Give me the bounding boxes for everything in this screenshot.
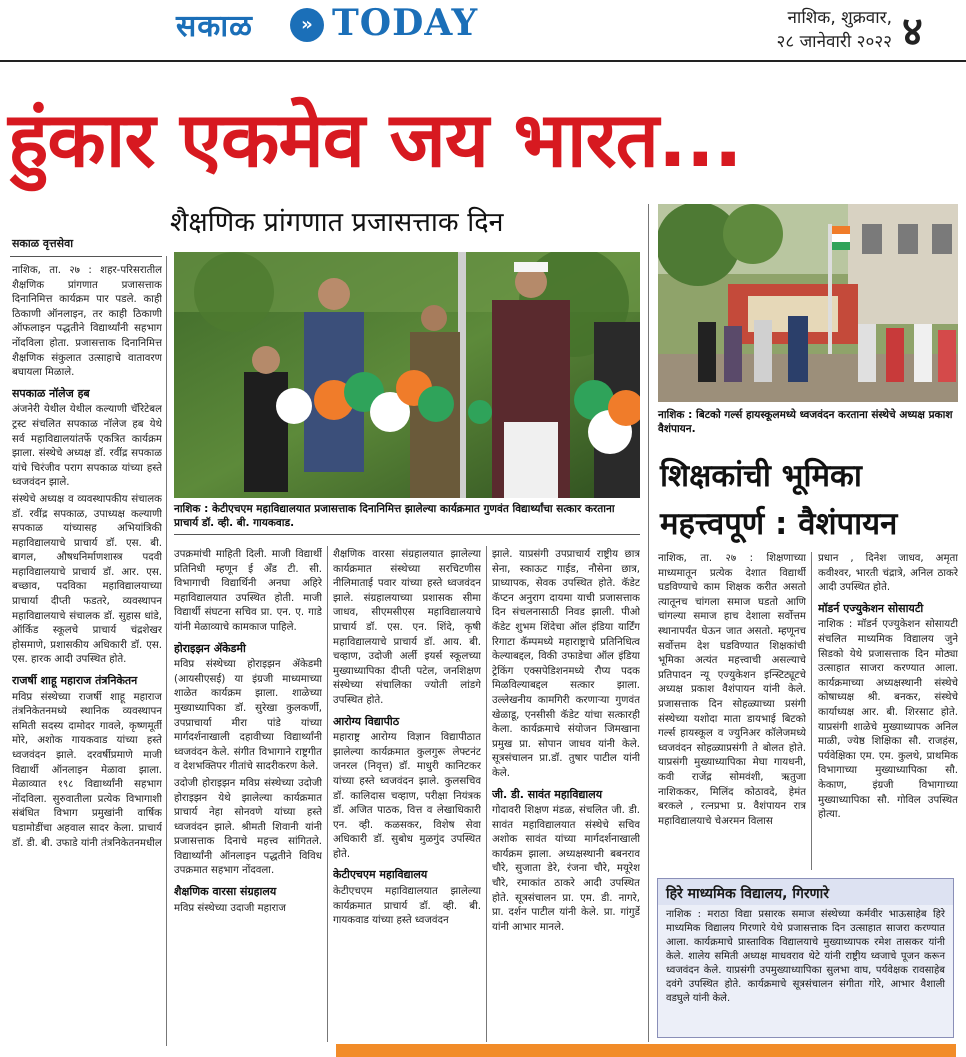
boxed-story <box>657 878 954 1038</box>
paragraph: महाराष्ट्र आरोग्य विज्ञान विद्यापीठात झालेल्या कार्यक्रमात कुलगुरू लेफ्टनंट जनरल (निवृत्त) डॉ. माधुरी कानिटकर यांच्या हस्ते ध्वजवंदन झाले. कुलसचिव डॉ. कालिदास चव्हाण, परीक्षा नियंत्रक डॉ. अजित पाठक, वित्त व लेखाधिकारी एन. व्ही. कळसकर, विशेष सेवा अधिकारी डॉ. सुबोध मुळगुंद उपस्थित होते. <box>333 732 481 860</box>
boxed-story-title: हिरे माध्यमिक विद्यालय, गिरणारे <box>658 879 953 905</box>
column-divider <box>327 546 328 1042</box>
date-line-1: नाशिक, शुक्रवार, <box>787 8 892 28</box>
boxed-story-body: नाशिक : मराठा विद्या प्रसारक समाज संस्थेच्या कर्मवीर भाऊसाहेब हिरे माध्यमिक विद्यालय गिरणारे येथे प्रजासत्ताक दिन उत्साहात साजरा करण्यात आला. कार्यक्रमाचे प्रास्ताविक विद्यालयाचे मुख्याध्यापक रमेश तासकर यांनी केले. शालेय समिती अध्यक्ष माधवराव थेटे यांनी राष्ट्रीय ध्वजाचे पूजन करून ध्वजवंदन केले. याप्रसंगी उपमुख्याध्यापिका सुलभा वाघ, पर्यवेक्षक रावसाहेब दवंगे उपस्थित होते. कार्यक्रमाचे सूत्रसंचालन संगीता गोरे, आभार वैशाली वडघुले यांनी केले. <box>666 909 945 1004</box>
main-headline: हुंकार एकमेव जय भारत... <box>8 95 742 184</box>
main-photo <box>174 252 640 498</box>
byline-rule <box>10 256 162 257</box>
flag-hoisting-photo <box>174 252 640 498</box>
paragraph: मविप्र संस्थेच्या होराइझन ॲकेडमी (आयसीएसई) या इंग्रजी माध्यमाच्या शाळेत कार्यक्रम झाला. शाळेच्या मुख्याध्यापिका डॉ. सुरेखा कुलकर्णी, उपप्राचार्या मीरा पांडे यांच्या मार्गदर्शनाखाली दहावीच्या विद्यार्थ्यांनी ध्वजवंदन केले. संगीत विभागाने राष्ट्रगीत व देशभक्तिपर गीतांचे सादरीकरण केले. <box>174 659 322 773</box>
section-divider <box>648 204 649 1042</box>
right-photo-caption: नाशिक : बिटको गर्ल्स हायस्कूलमध्ये ध्वजवंदन करताना संस्थेचे अध्यक्ष प्रकाश वैशंपायन. <box>658 409 953 435</box>
paragraph: केटीएचएम महाविद्यालयात झालेल्या कार्यक्रमात प्राचार्य डॉ. व्ही. बी. गायकवाड यांच्या हस्ते ध्वजवंदन <box>333 886 481 927</box>
section-heading: मॉडर्न एज्युकेशन सोसायटी <box>818 601 924 615</box>
paragraph: नाशिक : मॉडर्न एज्युकेशन सोसायटी संचलित माध्यमिक विद्यालय जुने सिडको येथे प्रजासत्ताक दिन मोठ्या उत्साहात साजरा करण्यात आला. कार्यक्रमाच्या अध्यक्षस्थानी संस्थेचे कोषाध्यक्ष श्री. बनकर, संस्थेचे कार्याध्यक्ष आर. बी. शिरसाट होते. याप्रसंगी शाळेचे मुख्याध्यापक अनिल माळी, ज्येष्ठ शिक्षिका सौ. राजहंस, पर्यवेक्षिका एम. एम. कुलथे, प्राथमिक विभागाच्या मुख्याध्यापिका सौ. केकाण, इंग्रजी विभागाच्या मुख्याध्यापिका सौ. गोविल उपस्थित होत्या. <box>818 619 958 821</box>
section-heading: होराइझन ॲकेडमी <box>174 641 246 655</box>
intro-paragraph: नाशिक, ता. २७ : शहर-परिसरातील शैक्षणिक प्रांगणात प्रजासत्ताक दिनानिमित्त कार्यक्रम पार पडले. काही ठिकाणी ऑनलाइन, तर काही ठिकाणी ऑफलाइन पद्धतीने विद्यार्थ्यांनी सहभाग नोंदविला होता. प्रजासत्ताक दिनानिमित्त शैक्षणिक संकुलात उत्साहाचे वातावरण बघायला मिळाले. <box>12 265 162 379</box>
paragraph: प्रधान , दिनेश जाधव, अमृता कवीश्वर, भारती चंद्रात्रे, अनिल ठाकरे आदी उपस्थित होते. <box>818 553 958 594</box>
article-column-3 <box>333 548 481 1040</box>
date-line-2: २८ जानेवारी २०२२ <box>776 32 892 52</box>
edition-logo: TODAY <box>332 2 479 44</box>
column-divider <box>811 552 812 870</box>
article-column-4 <box>492 548 640 1040</box>
brand-arrow-icon: » <box>290 8 324 42</box>
paragraph: मविप्र संस्थेच्या राजर्षी शाहू महाराज तंत्रनिकेतनमध्ये स्थानिक व्यवस्थापन समिती सदस्य दामोदर गावले, कृष्णमूर्ती मोरे, अशोक गायकवाड यांच्या हस्ते ध्वजवंदन झाले. दरवर्षीप्रमाणे माजी विद्यार्थी ऑनलाइन मेळावा झाला. मेळाव्यात १९८ विद्यार्थ्यांनी सहभाग नोंदविला. सुरुवातीला प्रत्येक विभागाशी संबंधित विभाग प्रमुखांनी वार्षिक घडामोडींचा अहवाल सादर केला. प्राचार्य डॉ. डी. बी. उफाडे यांनी तंत्रनिकेतनमधील <box>12 691 162 849</box>
main-photo-caption: नाशिक : केटीएचएम महाविद्यालयात प्रजासत्ताक दिनानिमित्त झालेल्या कार्यक्रमात गुणवंत विद्यार्थ्यांचा सत्कार करताना प्राचार्य डॉ. व्ही. बी. गायकवाड. <box>174 503 615 529</box>
paragraph: संस्थेचे अध्यक्ष व व्यवस्थापकीय संचालक डॉ. रवींद्र सपकाळ, उपाध्यक्ष कल्याणी सपकाळ यांच्यासह अभियांत्रिकी महाविद्यालयाचे प्राचार्य डॉ. एस. बी. बागल, औषधनिर्माणशास्त्र पदवी महाविद्यालयाचे प्राचार्य डॉ. आर. एस. बच्छाव, पदविका महाविद्यालयाच्या प्राचार्या दीप्ती फडतरे, व्यवस्थापन महाविद्यालयाचे संचालक डॉ. सुहास धांडे, ऑर्किड स्कूलचे प्राचार्य चंद्रशेखर होसमाणे, प्रशासकीय अधिकारी डॉ. एस. एस. हारक आदी उपस्थित होते. <box>12 493 162 666</box>
kicker-headline: शैक्षणिक प्रांगणात प्रजासत्ताक दिन <box>170 207 504 238</box>
page-number: ४ <box>902 9 923 55</box>
article-column-1 <box>12 264 162 1040</box>
bottom-ad-strip <box>336 1044 956 1057</box>
second-story-headline-line-2: महत्त्वपूर्ण : वैशंपायन <box>660 506 898 542</box>
column-divider <box>486 546 487 1042</box>
section-heading: जी. डी. सावंत महाविद्यालय <box>492 787 603 801</box>
paragraph: शैक्षणिक वारसा संग्रहालयात झालेल्या कार्यक्रमात संस्थेच्या सरचिटणीस नीलिमाताई पवार यांच्या हस्ते ध्वजवंदन झाले. संग्रहालयाच्या प्रशासक सीमा जाधव, सीएमसीएस महाविद्यालयाचे प्राचार्य डॉ. एस. एन. शिंदे, कृषी महाविद्यालयाचे प्राचार्य डॉ. आय. बी. चव्हाण, उदोजी अर्ली इयर्स स्कूलच्या मुख्याध्यापिका दीप्ती पटेल, जनशिक्षण संस्थेच्या संचालिका ज्योती लांडगे उपस्थित होते. <box>333 549 481 706</box>
section-heading: आरोग्य विद्यापीठ <box>333 714 400 728</box>
paragraph: उदोजी होराइझन मविप्र संस्थेच्या उदोजी होराइझन येथे झालेल्या कार्यक्रमात प्राचार्य नेहा सोनवणे यांच्या हस्ते ध्वजवंदन झाले. श्रीमती शिवानी यांनी प्रजासत्ताक दिनाचे महत्त्व सांगितले. विद्यार्थ्यांनी ऑनलाइन पद्धतीने विविध उपक्रमात सहभाग नोंदवला. <box>174 777 322 877</box>
paragraph: नाशिक, ता. २७ : शिक्षणाच्या माध्यमातून प्रत्येक देशात विद्यार्थी घडविण्याचे काम शिक्षक करीत असतो त्यातूनच चांगला समाज घडतो आणि चांगल्या समाज हाच देशाला सर्वोत्तम स्थानापर्यंत घेऊन जात असतो. म्हणूनच सर्वोत्तम देश घडविण्यात शिक्षकांची भूमिका अत्यंत महत्त्वाची असल्याचे प्रतिपादन न्यू एज्युकेशन इन्स्टिट्यूटचे अध्यक्ष प्रकाश वैशंपायन यांनी केले. प्रजासत्ताक दिन सोहळ्याच्या प्रसंगी संस्थेच्या यशोदा माता डायभाई बिटको गर्ल्स हायस्कूल व ज्युनिअर कॉलेजमध्ये ध्वजवंदन सोहळ्याप्रसंगी ते बोलत होते. याप्रसंगी मुख्याध्यापिका मेघा गायधनी, कवी राजेंद्र सोमवंशी, ऋतुजा नाशिककर, मिलिंद कोठावदे, हेमंत बरकले , रत्नप्रभा प्र. वैशंपायन रात्र महाविद्यालयाचे चेअरमन विलास <box>658 553 806 827</box>
second-story-headline <box>660 452 960 548</box>
school-flag-photo <box>658 204 958 402</box>
article-column-5 <box>658 552 806 872</box>
column-divider <box>166 256 167 1046</box>
paragraph: अंजनेरी येथील येथील कल्याणी चॅरिटेबल ट्रस्ट संचलित सपकाळ नॉलेज हब येथे सर्व महाविद्यालयांतर्फे एकत्रित कार्यक्रम झाला. संस्थेचे अध्यक्ष डॉ. रवींद्र सपकाळ यांचे चिरंजीव पराग सपकाळ यांच्या हस्ते ध्वजवंदन झाले. <box>12 404 162 489</box>
brand-logo: सकाळ <box>176 9 253 44</box>
byline: सकाळ वृत्तसेवा <box>12 237 74 250</box>
masthead <box>0 0 966 62</box>
section-heading: सपकाळ नॉलेज हब <box>12 386 90 400</box>
paragraph: गोदावरी शिक्षण मंडळ, संचलित जी. डी. सावंत महाविद्यालयात संस्थेचे सचिव अशोक सावंत यांच्या मार्गदर्शनाखाली कार्यक्रम झाला. अध्यक्षस्थानी बबनराव चौरे, सुजाता डेरे, रंजना चौरे, मयूरेश चौरे, रमाकांत ठाकरे आदी उपस्थित होते. सूत्रसंचालन प्रा. एम. डी. नागरे, प्रा. दर्शन पाटील यांनी केले. प्रा. गांगुर्डे यांनी आभार मानले. <box>492 805 640 933</box>
section-heading: शैक्षणिक वारसा संग्रहालय <box>174 885 277 899</box>
paragraph: मविप्र संस्थेच्या उदाजी महाराज <box>174 902 286 914</box>
section-heading: केटीएचएम महाविद्यालय <box>333 868 428 882</box>
section-heading: राजर्षी शाहू महाराज तंत्रनिकेतन <box>12 674 138 688</box>
paragraph: उपक्रमांची माहिती दिली. माजी विद्यार्थी प्रतिनिधी म्हणून ई अँड टी. सी. विभागाची विद्यार्थिनी अनघा अहिरे महाविद्यालयात उपस्थित होती. माजी विद्यार्थी संघटना सचिव प्रा. एन. ए. गाडे यांनी मेळाव्याचे कामकाज पाहिले. <box>174 549 322 633</box>
paragraph: झाले. याप्रसंगी उपप्राचार्य राष्ट्रीय छात्र सेना, स्काऊट गाईड, नौसेना छात्र, प्राध्यापक, सेवक उपस्थित होते. कॅडेट कॅप्टन अनुराग दायमा याची प्रजासत्ताक दिन संचलनासाठी निवड झाली. पीओ कॅडेट शुभम शिंदेचा ऑल इंडिया यार्टिंग रिगाटा कॅम्पमध्ये महाराष्ट्राचे प्रतिनिधित्व केल्याबद्दल, विकी उफाडेचा ऑल इंडिया ट्रेकिंग एक्सपेडिशनमध्ये रौप्य पदक मिळविल्याबद्दल सत्कार झाला. उल्लेखनीय कामगिरी करणाऱ्या गुणवंत खेळाडू, एनसीसी कॅडेट यांचा सत्कारही केला. कार्यक्रमाचे संयोजन जिमखाना प्रमुख प्रा. सोपान जाधव यांनी केले. सूत्रसंचालन प्रा.डॉ. तुषार पाटील यांनी केले. <box>492 549 640 779</box>
second-story-headline-line-1: शिक्षकांची भूमिका <box>660 458 862 494</box>
article-column-6 <box>818 552 958 872</box>
dateline <box>740 6 892 54</box>
right-photo <box>658 204 958 402</box>
caption-rule <box>174 534 640 535</box>
article-column-2 <box>174 548 322 1040</box>
